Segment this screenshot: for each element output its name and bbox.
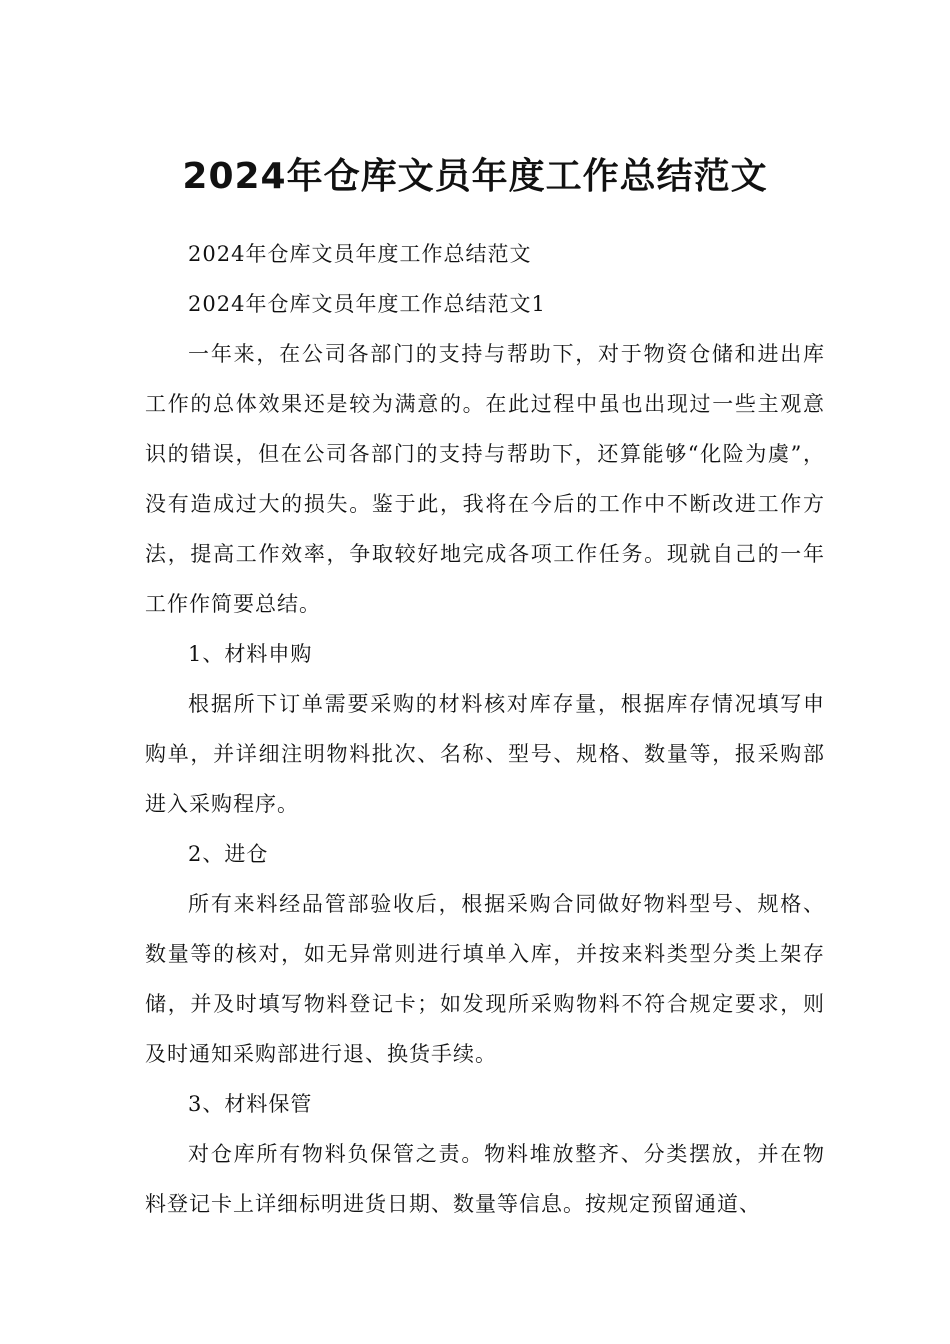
document-body bbox=[145, 229, 825, 1229]
body-paragraph-material-purchase: 根据所下订单需要采购的材料核对库存量，根据库存情况填写申购单，并详细注明物料批次、名称、型号、规格、数量等，报采购部进入采购程序。 bbox=[145, 692, 825, 816]
body-paragraph-material-storage: 对仓库所有物料负保管之责。物料堆放整齐、分类摆放，并在物料登记卡上详细标明进货日期、数量等信息。按规定预留通道、 bbox=[145, 1142, 825, 1216]
body-paragraph-subheading: 2024年仓库文员年度工作总结范文1 bbox=[188, 292, 546, 316]
section-heading-material-storage: 3、材料保管 bbox=[188, 1092, 313, 1116]
body-paragraph-warehousing: 所有来料经品管部验收后，根据采购合同做好物料型号、规格、数量等的核对，如无异常则进行填单入库，并按来料类型分类上架存储，并及时填写物料登记卡；如发现所采购物料不符合规定要求，则及时通知采购部进行退、换货手续。 bbox=[145, 892, 825, 1066]
section-heading-material-purchase: 1、材料申购 bbox=[188, 642, 313, 666]
document-title: 2024年仓库文员年度工作总结范文 bbox=[182, 156, 768, 198]
body-paragraph-intro: 一年来，在公司各部门的支持与帮助下，对于物资仓储和进出库工作的总体效果还是较为满意的。在此过程中虽也出现过一些主观意识的错误，但在公司各部门的支持与帮助下，还算能够“化险为虞”，没有造成过大的损失。鉴于此，我将在今后的工作中不断改进工作方法，提高工作效率，争取较好地完成各项工作任务。现就自己的一年工作作简要总结。 bbox=[145, 342, 825, 616]
section-heading-warehousing: 2、进仓 bbox=[188, 842, 269, 866]
body-paragraph-heading: 2024年仓库文员年度工作总结范文 bbox=[188, 242, 532, 266]
